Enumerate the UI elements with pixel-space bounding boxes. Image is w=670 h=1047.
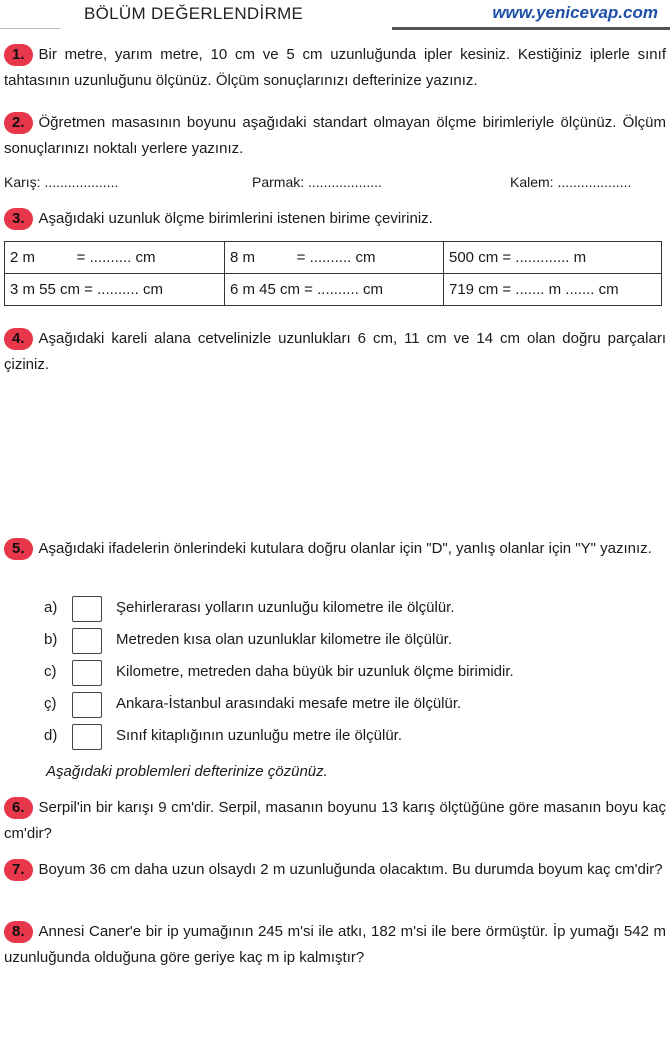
- answer-box[interactable]: [72, 692, 102, 718]
- answer-box[interactable]: [72, 596, 102, 622]
- question-text: Serpil'in bir karışı 9 cm'dir. Serpil, masanın boyunu 13 karış ölçtüğüne göre masanın boyu kaç cm'dir?: [4, 799, 666, 842]
- question-text: Öğretmen masasının boyunu aşağıdaki standart olmayan ölçme birimleriyle ölçünüz. Ölçüm sonuçlarınızı noktalı yerlere yazınız.: [4, 114, 666, 157]
- question-number-badge: 2.: [4, 112, 33, 134]
- question-number-badge: 4.: [4, 328, 33, 350]
- item-label: c): [44, 663, 57, 680]
- item-text: Sınıf kitaplığının uzunluğu metre ile ölçülür.: [116, 727, 402, 744]
- header-divider: [392, 27, 670, 30]
- item-text: Ankara-İstanbul arasındaki mesafe metre ile ölçülür.: [116, 695, 462, 712]
- item-label: a): [44, 599, 58, 616]
- question-text: Boyum 36 cm daha uzun olsaydı 2 m uzunluğunda olacaktım. Bu durumda boyum kaç cm'dir?: [38, 861, 663, 878]
- answer-box[interactable]: [72, 660, 102, 686]
- question-6: [4, 795, 666, 847]
- question-number-badge: 3.: [4, 208, 33, 230]
- question-4: [4, 326, 666, 378]
- page-title: BÖLÜM DEĞERLENDİRME: [84, 4, 304, 23]
- table-row: [5, 274, 662, 306]
- question-text: Aşağıdaki ifadelerin önlerindeki kutulara doğru olanlar için "D", yanlış olanlar için "Y" yazınız.: [38, 540, 652, 557]
- header-divider-left: [0, 28, 60, 29]
- answer-box[interactable]: [72, 628, 102, 654]
- question-number-badge: 1.: [4, 44, 33, 66]
- item-text: Kilometre, metreden daha büyük bir uzunluk ölçme birimidir.: [116, 663, 514, 680]
- table-cell[interactable]: 500 cm = ............. m: [444, 242, 662, 274]
- drawing-area[interactable]: [4, 384, 666, 524]
- item-text: Metreden kısa olan uzunluklar kilometre ile ölçülür.: [116, 631, 452, 648]
- table-cell[interactable]: 719 cm = ....... m ....... cm: [444, 274, 662, 306]
- table-row: [5, 242, 662, 274]
- karis-field[interactable]: Karış: ...................: [4, 174, 119, 190]
- table-cell[interactable]: 6 m 45 cm = .......... cm: [225, 274, 444, 306]
- question-3: [4, 206, 666, 232]
- conversion-table: [4, 241, 662, 306]
- question-text: Aşağıdaki uzunluk ölçme birimlerini istenen birime çeviriniz.: [38, 210, 433, 227]
- item-label: d): [44, 727, 58, 744]
- question-8: [4, 919, 666, 971]
- parmak-field[interactable]: Parmak: ...................: [252, 174, 382, 190]
- question-number-badge: 5.: [4, 538, 33, 560]
- item-text: Şehirlerarası yolların uzunluğu kilometre ile ölçülür.: [116, 599, 455, 616]
- question-number-badge: 8.: [4, 921, 33, 943]
- table-cell[interactable]: 3 m 55 cm = .......... cm: [5, 274, 225, 306]
- question-number-badge: 7.: [4, 859, 33, 881]
- question-text: Aşağıdaki kareli alana cetvelinizle uzunlukları 6 cm, 11 cm ve 14 cm olan doğru parçaları çiziniz.: [4, 330, 666, 373]
- table-cell[interactable]: 8 m = .......... cm: [225, 242, 444, 274]
- problems-heading: Aşağıdaki problemleri defterinize çözünüz.: [46, 763, 328, 780]
- page-header: [0, 0, 670, 30]
- measurement-fields: [4, 174, 666, 196]
- question-1: [4, 42, 666, 94]
- question-text: Bir metre, yarım metre, 10 cm ve 5 cm uzunluğunda ipler kesiniz. Kestiğiniz iplerle sınıf tahtasının uzunluğunu ölçünüz. Ölçüm sonuçlarınızı defterinize yazınız.: [4, 46, 666, 89]
- answer-box[interactable]: [72, 724, 102, 750]
- item-label: b): [44, 631, 58, 648]
- question-2: [4, 110, 666, 162]
- site-link[interactable]: www.yenicevap.com: [492, 3, 658, 22]
- kalem-field[interactable]: Kalem: ...................: [510, 174, 632, 190]
- question-text: Annesi Caner'e bir ip yumağının 245 m'si ile atkı, 182 m'si ile bere örmüştür. İp yumağı 542 m uzunluğunda olduğuna göre geriye kaç m ip kalmıştır?: [4, 923, 666, 966]
- table-cell[interactable]: 2 m = .......... cm: [5, 242, 225, 274]
- question-5: [4, 536, 666, 562]
- question-7: [4, 857, 666, 883]
- question-number-badge: 6.: [4, 797, 33, 819]
- item-label: ç): [44, 695, 57, 712]
